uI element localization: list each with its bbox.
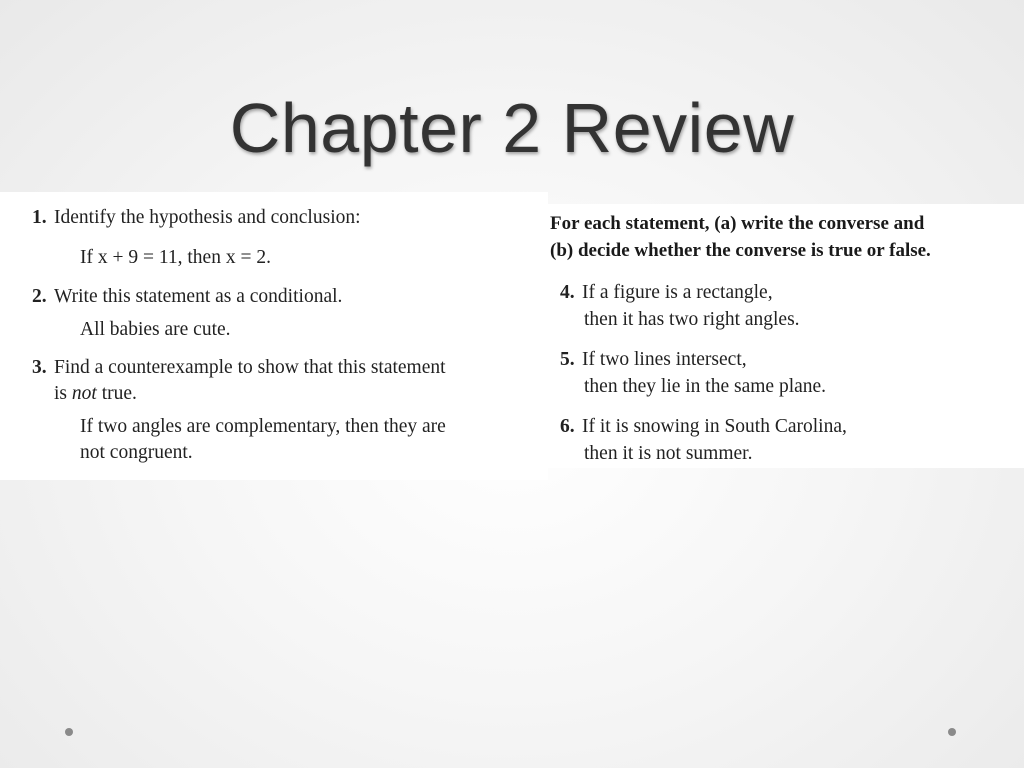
question-3-text-post: true. [96, 383, 137, 404]
question-5 [560, 347, 747, 373]
question-1-text: Identify the hypothesis and conclusion: [54, 207, 361, 228]
question-4-line1: If a figure is a rectangle, [582, 282, 773, 303]
question-1-number: 1. [32, 207, 47, 228]
question-4-number: 4. [560, 282, 575, 303]
question-6 [560, 414, 847, 440]
question-3-statement-line2: not congruent. [80, 442, 193, 463]
question-5-line1: If two lines intersect, [582, 349, 747, 370]
question-3-number: 3. [32, 357, 47, 378]
slide-corner-dot-right [948, 728, 956, 736]
question-5-number: 5. [560, 349, 575, 370]
question-2-text: Write this statement as a conditional. [54, 286, 343, 307]
right-question-panel [536, 204, 1024, 468]
question-2-number: 2. [32, 286, 47, 307]
instructions-line2: (b) decide whether the converse is true or false. [550, 240, 931, 261]
question-3-statement-line1: If two angles are complementary, then they are [80, 416, 446, 437]
question-4-line2: then it has two right angles. [584, 309, 800, 330]
left-question-panel [0, 192, 548, 480]
question-3-text-line2 [54, 381, 137, 407]
question-1 [32, 205, 361, 231]
question-5-line2: then they lie in the same plane. [584, 376, 827, 397]
slide-corner-dot-left [65, 728, 73, 736]
question-1-statement: If x + 9 = 11, then x = 2. [80, 247, 271, 268]
question-2-statement: All babies are cute. [80, 319, 231, 340]
question-3 [32, 355, 446, 381]
question-3-text-emphasis: not [71, 383, 97, 404]
question-3-text-line1: Find a counterexample to show that this statement [54, 357, 446, 378]
instructions-line1: For each statement, (a) write the converse and [550, 213, 925, 234]
question-6-line1: If it is snowing in South Carolina, [582, 416, 847, 437]
question-3-text-pre: is [54, 383, 72, 404]
question-6-line2: then it is not summer. [584, 443, 753, 464]
question-6-number: 6. [560, 416, 575, 437]
slide-title: Chapter 2 Review [229, 89, 795, 167]
question-4 [560, 280, 773, 306]
question-2 [32, 284, 342, 310]
